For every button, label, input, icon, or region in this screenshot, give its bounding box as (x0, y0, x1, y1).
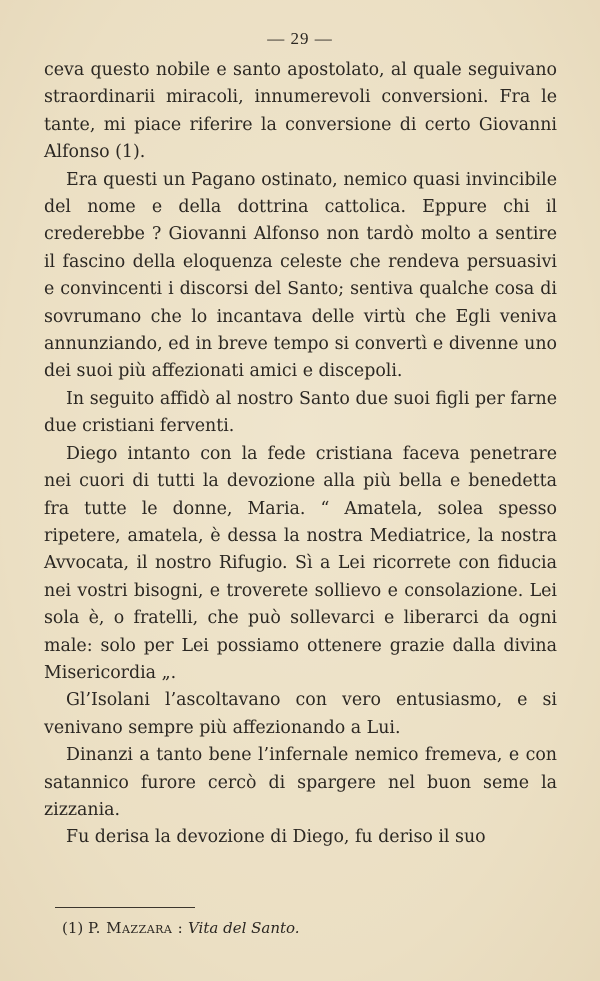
footnote-title: Vita del Santo. (187, 919, 300, 937)
page-number: — 29 — (267, 29, 333, 48)
paragraph: Diego intanto con la fede cristiana faceva penetrare nei cuori di tutti la devozione alla più bella e benedetta fra tutte le donne, Maria. “ Amatela, solea spesso ripetere, amatela, è dessa la nostra Mediatrice, la nostra Avvocata, il nostro Rifugio. Sì a Lei ricorrete con fiducia nei vostri bisogni, e troverete sollievo e consolazione. Lei sola è, o fratelli, che può sollevarci e liberarci da ogni male: solo per Lei possiamo ottenere grazie dalla divina Misericordia „. (44, 443, 557, 683)
paragraph: Dinanzi a tanto bene l’infernale nemico fremeva, e con satannico furore cercò di spargere nel buon seme la zizzania. (44, 745, 557, 820)
paragraph: Fu derisa la devozione di Diego, fu deriso il suo (66, 827, 486, 848)
main-text (44, 57, 557, 852)
footnote-author: P. Mazzara : (88, 919, 184, 937)
paragraph: Gl’Isolani l’ascoltavano con vero entusiasmo, e si venivano sempre più affezionando a Lui. (44, 690, 557, 738)
footnote-marker: (1) (62, 919, 84, 937)
paragraph: Era questi un Pagano ostinato, nemico quasi invincibile del nome e della dottrina cattolica. Eppure chi il crederebbe ? Giovanni Alfonso non tardò molto a sentire il fascino della eloquenza celeste che rendeva persuasivi e convincenti i discorsi del Santo; sentiva qualche cosa di sovrumano che lo incantava delle virtù che Egli veniva annunziando, ed in breve tempo si convertì e divenne uno dei suoi più affezionati amici e discepoli. (44, 169, 557, 382)
paragraph: ceva questo nobile e santo apostolato, al quale seguivano straordinarii miracoli, innumerevoli conversioni. Fra le tante, mi piace riferire la conversione di certo Giovanni Alfonso (1). (44, 60, 557, 163)
footnote (62, 918, 300, 938)
footnote-divider (55, 907, 195, 908)
paragraph: In seguito affidò al nostro Santo due suoi figli per farne due cristiani ferventi. (44, 388, 557, 437)
